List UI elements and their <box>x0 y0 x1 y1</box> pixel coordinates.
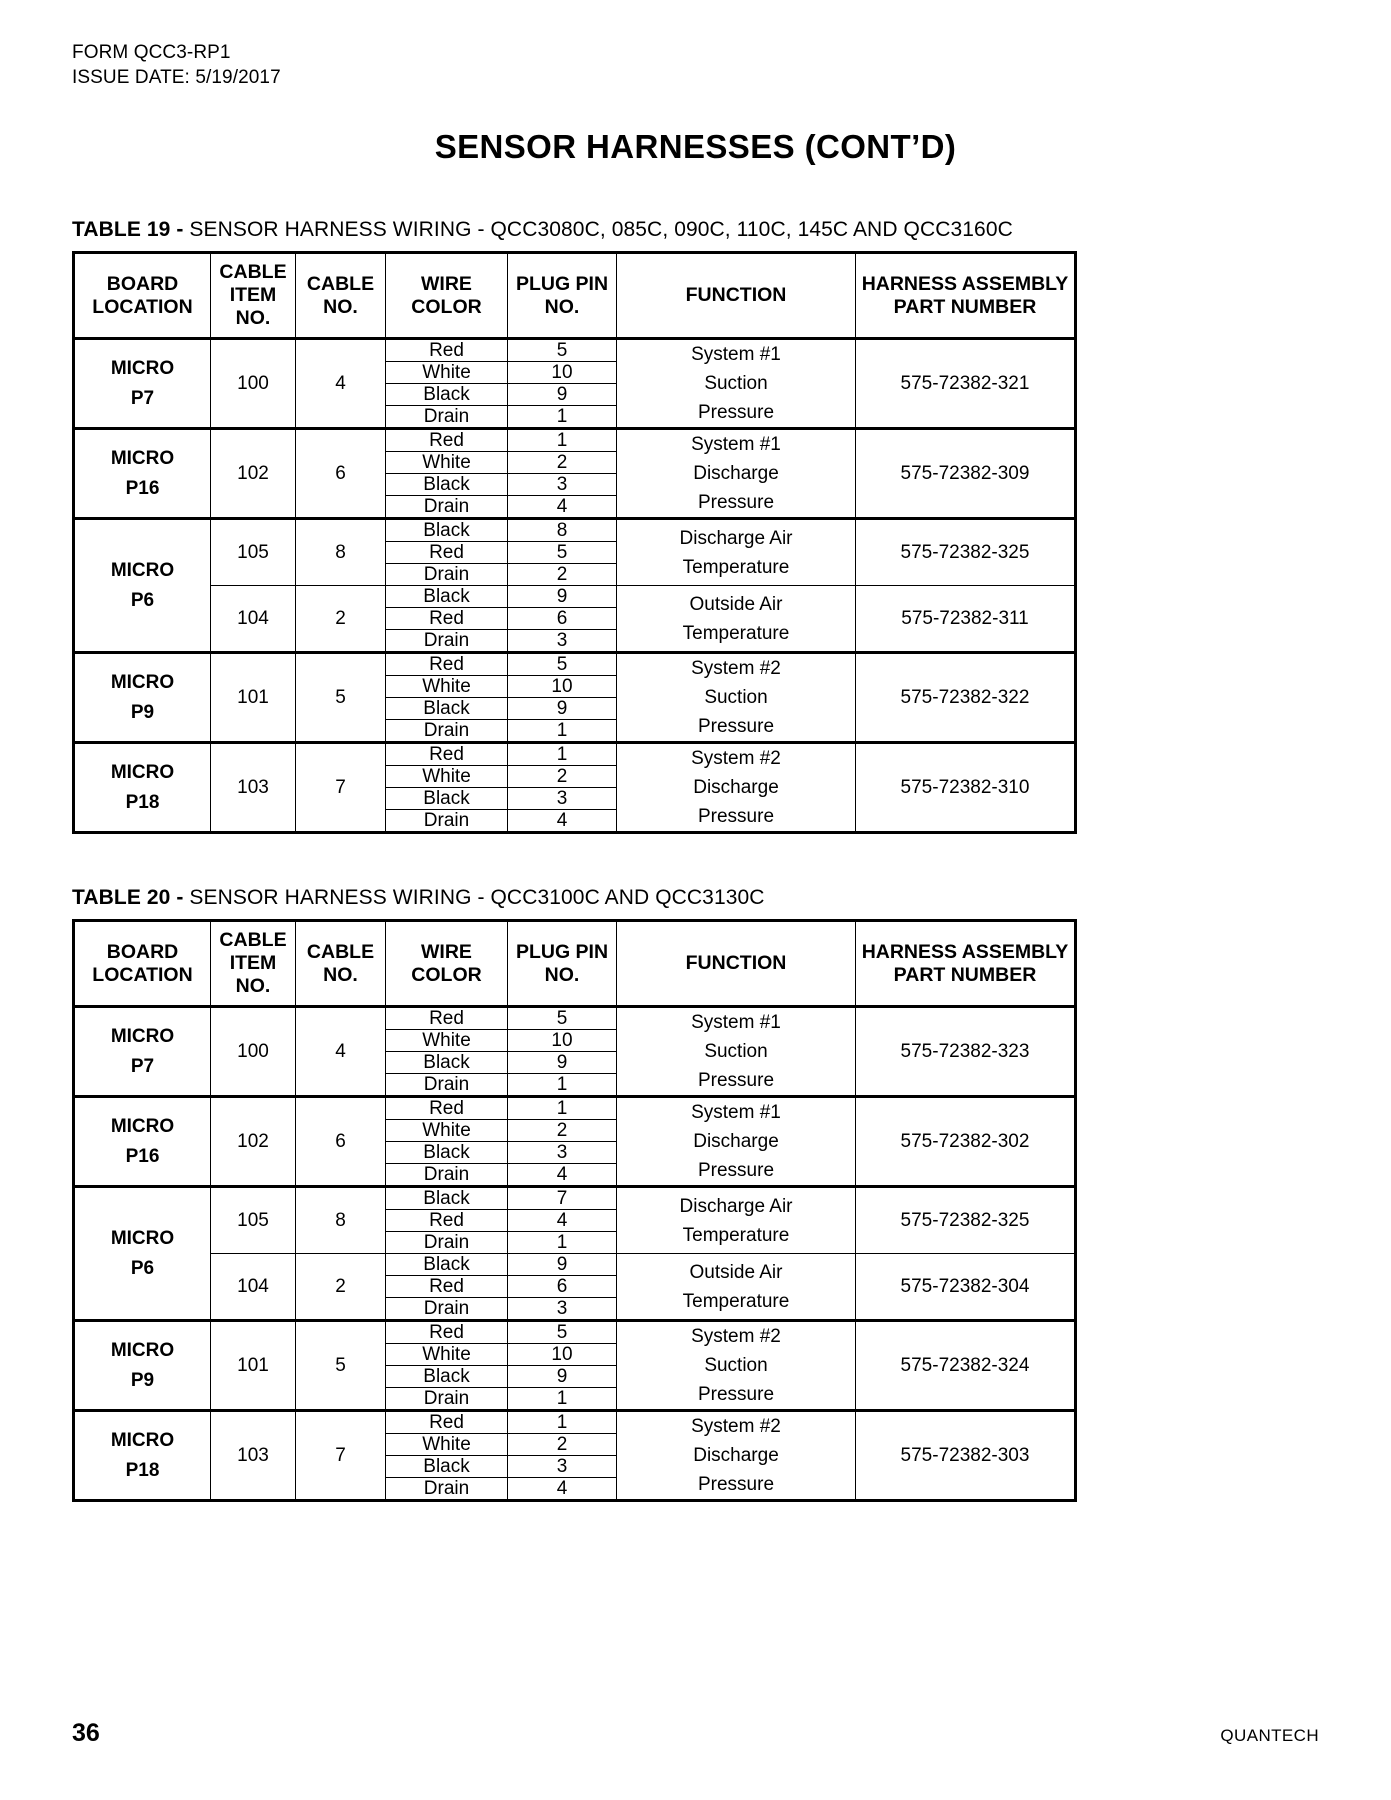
function-line: System #2 <box>691 658 781 679</box>
company-name: QUANTECH <box>1220 1726 1319 1745</box>
cell-board-location <box>74 1321 211 1411</box>
cell-plug-pin-no: 1 <box>508 743 617 766</box>
cell-plug-pin-no: 7 <box>508 1187 617 1210</box>
column-header-line: LOCATION <box>92 963 193 986</box>
function-line: Discharge <box>693 777 779 798</box>
function-line: Discharge Air <box>679 527 793 549</box>
cell-wire-color: Drain <box>386 1388 508 1411</box>
cell-harness-part-number: 575-72382-304 <box>856 1254 1076 1321</box>
column-header-line: PART NUMBER <box>893 295 1037 318</box>
function-line: System #2 <box>691 1326 781 1347</box>
function-line: System #2 <box>691 748 781 769</box>
cell-cable-item-no: 103 <box>211 1411 296 1501</box>
board-location-line: P18 <box>125 791 160 813</box>
cell-wire-color: Black <box>386 1187 508 1210</box>
cell-board-location <box>74 1007 211 1097</box>
cell-plug-pin-no: 10 <box>508 1344 617 1366</box>
issue-date: ISSUE DATE: 5/19/2017 <box>72 67 281 88</box>
cell-plug-pin-no: 9 <box>508 384 617 406</box>
column-header-line: HARNESS ASSEMBLY <box>861 272 1069 295</box>
cell-wire-color: Red <box>386 1210 508 1232</box>
table-label: TABLE 19 - <box>72 218 184 241</box>
board-location-line: MICRO <box>110 671 175 693</box>
function-line: Outside Air <box>689 1261 783 1283</box>
function-line: Suction <box>704 687 768 708</box>
cell-wire-color: Red <box>386 1097 508 1120</box>
cell-function <box>617 743 856 833</box>
wiring-table <box>72 251 1077 834</box>
column-header-line: WIRE <box>421 940 472 963</box>
table-row <box>74 1254 1076 1276</box>
cell-plug-pin-no: 3 <box>508 788 617 810</box>
cell-harness-part-number: 575-72382-311 <box>856 586 1076 653</box>
cell-plug-pin-no: 5 <box>508 339 617 362</box>
cell-wire-color: Black <box>386 1366 508 1388</box>
board-location-line: MICRO <box>110 1429 175 1451</box>
cell-wire-color: Black <box>386 698 508 720</box>
board-location-line: P16 <box>125 477 160 499</box>
cell-cable-no: 2 <box>296 1254 386 1321</box>
cell-wire-color: Drain <box>386 1478 508 1501</box>
cell-plug-pin-no: 3 <box>508 630 617 653</box>
cell-cable-item-no: 100 <box>211 339 296 429</box>
column-header-wire-color <box>386 921 508 1007</box>
cell-plug-pin-no: 9 <box>508 698 617 720</box>
column-header-line: NO. <box>235 975 271 997</box>
column-header-line: CABLE <box>219 929 287 951</box>
column-header-line: NO. <box>544 295 580 318</box>
cell-harness-part-number: 575-72382-325 <box>856 519 1076 586</box>
column-header-line: LOCATION <box>92 295 193 318</box>
function-line: Suction <box>704 1041 768 1062</box>
cell-wire-color: Drain <box>386 496 508 519</box>
cell-harness-part-number: 575-72382-309 <box>856 429 1076 519</box>
cell-function <box>617 519 856 586</box>
column-header-line: COLOR <box>411 963 482 986</box>
function-line: Discharge <box>693 463 779 484</box>
column-header-plug-pin-no <box>508 253 617 339</box>
cell-harness-part-number: 575-72382-302 <box>856 1097 1076 1187</box>
function-line: Discharge <box>693 1445 779 1466</box>
function-line: Pressure <box>697 806 775 827</box>
board-location-line: P16 <box>125 1145 160 1167</box>
cell-wire-color: White <box>386 1344 508 1366</box>
cell-plug-pin-no: 1 <box>508 720 617 743</box>
column-header-line: BOARD <box>106 940 179 963</box>
cell-plug-pin-no: 5 <box>508 1321 617 1344</box>
table-caption <box>72 218 1319 242</box>
column-header-function <box>617 253 856 339</box>
function-line: System #1 <box>691 1102 781 1123</box>
column-header-line: PLUG PIN <box>515 940 609 963</box>
board-location-line: P9 <box>130 701 155 723</box>
cell-board-location <box>74 1097 211 1187</box>
column-header-cable-item-no <box>211 921 296 1007</box>
column-header-cable-no <box>296 253 386 339</box>
page-footer <box>72 1719 1319 1748</box>
cell-plug-pin-no: 2 <box>508 766 617 788</box>
cell-plug-pin-no: 9 <box>508 1052 617 1074</box>
cell-cable-item-no: 102 <box>211 1097 296 1187</box>
cell-plug-pin-no: 9 <box>508 1366 617 1388</box>
column-header-line: CABLE <box>219 261 287 283</box>
board-location-line: MICRO <box>110 1115 175 1137</box>
cell-plug-pin-no: 1 <box>508 429 617 452</box>
column-header-line: CABLE <box>306 272 375 295</box>
function-line: Suction <box>704 1355 768 1376</box>
board-location-line: P6 <box>130 589 155 611</box>
function-line: System #1 <box>691 344 781 365</box>
cell-wire-color: Red <box>386 1321 508 1344</box>
cell-harness-part-number: 575-72382-321 <box>856 339 1076 429</box>
function-line: Pressure <box>697 492 775 513</box>
cell-plug-pin-no: 8 <box>508 519 617 542</box>
cell-function <box>617 586 856 653</box>
board-location-line: P7 <box>130 1055 155 1077</box>
board-location-line: P18 <box>125 1459 160 1481</box>
cell-plug-pin-no: 2 <box>508 1120 617 1142</box>
board-location-line: MICRO <box>110 761 175 783</box>
column-header-board-location <box>74 253 211 339</box>
cell-plug-pin-no: 3 <box>508 1298 617 1321</box>
cell-harness-part-number: 575-72382-310 <box>856 743 1076 833</box>
cell-harness-part-number: 575-72382-323 <box>856 1007 1076 1097</box>
column-header-line: ITEM <box>229 284 277 306</box>
function-line: Pressure <box>697 1474 775 1495</box>
cell-cable-no: 7 <box>296 743 386 833</box>
cell-board-location <box>74 519 211 653</box>
cell-plug-pin-no: 9 <box>508 1254 617 1276</box>
cell-wire-color: White <box>386 676 508 698</box>
cell-cable-no: 4 <box>296 1007 386 1097</box>
page-title: SENSOR HARNESSES (CONT’D) <box>434 128 957 165</box>
column-header-line: NO. <box>544 963 580 986</box>
cell-plug-pin-no: 4 <box>508 1210 617 1232</box>
table-caption-text: SENSOR HARNESS WIRING - QCC3100C AND QCC3130C <box>183 886 765 909</box>
function-line: Temperature <box>682 622 790 644</box>
column-header-line: NO. <box>323 295 358 318</box>
board-location-line: MICRO <box>110 1339 175 1361</box>
cell-cable-no: 7 <box>296 1411 386 1501</box>
board-location-line: MICRO <box>110 1227 175 1249</box>
column-header-cable-no <box>296 921 386 1007</box>
cell-cable-item-no: 101 <box>211 1321 296 1411</box>
cell-cable-no: 2 <box>296 586 386 653</box>
cell-wire-color: Red <box>386 1007 508 1030</box>
cell-plug-pin-no: 1 <box>508 1074 617 1097</box>
cell-wire-color: Black <box>386 586 508 608</box>
cell-wire-color: Red <box>386 429 508 452</box>
cell-plug-pin-no: 2 <box>508 1434 617 1456</box>
cell-function <box>617 429 856 519</box>
cell-plug-pin-no: 1 <box>508 406 617 429</box>
cell-harness-part-number: 575-72382-325 <box>856 1187 1076 1254</box>
cell-wire-color: Red <box>386 1276 508 1298</box>
function-line: Discharge Air <box>679 1195 793 1217</box>
table-row <box>74 1321 1076 1344</box>
cell-wire-color: Black <box>386 1142 508 1164</box>
wiring-table <box>72 919 1077 1502</box>
table-row <box>74 1411 1076 1434</box>
cell-cable-no: 5 <box>296 653 386 743</box>
cell-wire-color: Red <box>386 542 508 564</box>
column-header-line: FUNCTION <box>685 952 787 974</box>
board-location-line: P9 <box>130 1369 155 1391</box>
cell-harness-part-number: 575-72382-322 <box>856 653 1076 743</box>
cell-wire-color: Drain <box>386 406 508 429</box>
cell-cable-item-no: 105 <box>211 1187 296 1254</box>
cell-wire-color: Red <box>386 608 508 630</box>
cell-plug-pin-no: 5 <box>508 1007 617 1030</box>
cell-plug-pin-no: 4 <box>508 810 617 833</box>
cell-wire-color: Drain <box>386 720 508 743</box>
cell-wire-color: Black <box>386 788 508 810</box>
cell-wire-color: Black <box>386 1456 508 1478</box>
cell-plug-pin-no: 10 <box>508 676 617 698</box>
column-header-line: NO. <box>323 963 358 986</box>
form-header <box>72 40 1319 90</box>
column-header-line: ITEM <box>229 952 277 974</box>
column-header-line: PART NUMBER <box>893 963 1037 986</box>
column-header-line: NO. <box>235 307 271 329</box>
table-row <box>74 1007 1076 1030</box>
cell-board-location <box>74 1411 211 1501</box>
function-line: Pressure <box>697 1070 775 1091</box>
column-header-plug-pin-no <box>508 921 617 1007</box>
table-row <box>74 1187 1076 1210</box>
table-row <box>74 429 1076 452</box>
cell-harness-part-number: 575-72382-303 <box>856 1411 1076 1501</box>
cell-harness-part-number: 575-72382-324 <box>856 1321 1076 1411</box>
cell-plug-pin-no: 1 <box>508 1411 617 1434</box>
cell-board-location <box>74 743 211 833</box>
cell-cable-no: 8 <box>296 1187 386 1254</box>
board-location-line: MICRO <box>110 447 175 469</box>
cell-cable-item-no: 104 <box>211 586 296 653</box>
cell-plug-pin-no: 10 <box>508 1030 617 1052</box>
cell-cable-item-no: 105 <box>211 519 296 586</box>
cell-cable-no: 5 <box>296 1321 386 1411</box>
function-line: Temperature <box>682 1290 790 1312</box>
cell-plug-pin-no: 2 <box>508 564 617 586</box>
column-header-harness-part-number <box>856 921 1076 1007</box>
cell-wire-color: Drain <box>386 1298 508 1321</box>
cell-wire-color: Black <box>386 1254 508 1276</box>
cell-wire-color: Red <box>386 1411 508 1434</box>
table-caption-text: SENSOR HARNESS WIRING - QCC3080C, 085C, 090C, 110C, 145C AND QCC3160C <box>183 218 1013 241</box>
cell-wire-color: Black <box>386 384 508 406</box>
cell-plug-pin-no: 5 <box>508 653 617 676</box>
cell-plug-pin-no: 4 <box>508 496 617 519</box>
function-line: Suction <box>704 373 768 394</box>
column-header-line: COLOR <box>411 295 482 318</box>
function-line: Pressure <box>697 716 775 737</box>
cell-cable-item-no: 102 <box>211 429 296 519</box>
cell-plug-pin-no: 6 <box>508 608 617 630</box>
cell-wire-color: Red <box>386 743 508 766</box>
cell-plug-pin-no: 10 <box>508 362 617 384</box>
cell-wire-color: Red <box>386 653 508 676</box>
table-row <box>74 339 1076 362</box>
cell-wire-color: Black <box>386 519 508 542</box>
table-row <box>74 743 1076 766</box>
cell-function <box>617 1254 856 1321</box>
cell-function <box>617 1007 856 1097</box>
table-caption <box>72 886 1319 910</box>
column-header-line: WIRE <box>421 272 472 295</box>
cell-board-location <box>74 429 211 519</box>
form-number: FORM QCC3-RP1 <box>72 42 231 63</box>
cell-plug-pin-no: 3 <box>508 1142 617 1164</box>
column-header-board-location <box>74 921 211 1007</box>
cell-function <box>617 1411 856 1501</box>
table-row <box>74 653 1076 676</box>
cell-board-location <box>74 653 211 743</box>
cell-plug-pin-no: 9 <box>508 586 617 608</box>
cell-plug-pin-no: 5 <box>508 542 617 564</box>
cell-wire-color: White <box>386 362 508 384</box>
cell-plug-pin-no: 4 <box>508 1164 617 1187</box>
board-location-line: P7 <box>130 387 155 409</box>
cell-wire-color: Drain <box>386 1232 508 1254</box>
cell-wire-color: Drain <box>386 810 508 833</box>
cell-cable-item-no: 103 <box>211 743 296 833</box>
table-row <box>74 519 1076 542</box>
cell-plug-pin-no: 2 <box>508 452 617 474</box>
function-line: System #1 <box>691 1012 781 1033</box>
function-line: Temperature <box>682 1224 790 1246</box>
table-row <box>74 1097 1076 1120</box>
cell-plug-pin-no: 4 <box>508 1478 617 1501</box>
column-header-harness-part-number <box>856 253 1076 339</box>
cell-plug-pin-no: 1 <box>508 1388 617 1411</box>
cell-board-location <box>74 339 211 429</box>
cell-cable-item-no: 100 <box>211 1007 296 1097</box>
cell-plug-pin-no: 3 <box>508 474 617 496</box>
table-row <box>74 586 1076 608</box>
cell-wire-color: Red <box>386 339 508 362</box>
column-header-line: CABLE <box>306 940 375 963</box>
tables-container <box>72 218 1319 1502</box>
function-line: Pressure <box>697 1384 775 1405</box>
function-line: System #1 <box>691 434 781 455</box>
cell-wire-color: White <box>386 1434 508 1456</box>
board-location-line: MICRO <box>110 559 175 581</box>
column-header-wire-color <box>386 253 508 339</box>
cell-wire-color: Drain <box>386 564 508 586</box>
cell-function <box>617 1187 856 1254</box>
cell-function <box>617 1321 856 1411</box>
function-line: Pressure <box>697 1160 775 1181</box>
cell-wire-color: Drain <box>386 1164 508 1187</box>
cell-cable-no: 6 <box>296 1097 386 1187</box>
column-header-line: HARNESS ASSEMBLY <box>861 940 1069 963</box>
function-line: Pressure <box>697 402 775 423</box>
cell-board-location <box>74 1187 211 1321</box>
function-line: Temperature <box>682 556 790 578</box>
cell-wire-color: White <box>386 766 508 788</box>
cell-cable-item-no: 101 <box>211 653 296 743</box>
cell-function <box>617 1097 856 1187</box>
column-header-line: PLUG PIN <box>515 272 609 295</box>
function-line: System #2 <box>691 1416 781 1437</box>
cell-wire-color: Drain <box>386 1074 508 1097</box>
cell-wire-color: White <box>386 1030 508 1052</box>
table-label: TABLE 20 - <box>72 886 184 909</box>
page-number: 36 <box>72 1719 100 1747</box>
cell-function <box>617 339 856 429</box>
function-line: Discharge <box>693 1131 779 1152</box>
cell-wire-color: Black <box>386 474 508 496</box>
cell-wire-color: Drain <box>386 630 508 653</box>
column-header-line: BOARD <box>106 272 179 295</box>
cell-cable-no: 4 <box>296 339 386 429</box>
cell-cable-no: 8 <box>296 519 386 586</box>
function-line: Outside Air <box>689 593 783 615</box>
column-header-function <box>617 921 856 1007</box>
cell-wire-color: White <box>386 1120 508 1142</box>
column-header-line: FUNCTION <box>685 284 787 306</box>
board-location-line: MICRO <box>110 1025 175 1047</box>
cell-plug-pin-no: 1 <box>508 1232 617 1254</box>
cell-wire-color: White <box>386 452 508 474</box>
cell-wire-color: Black <box>386 1052 508 1074</box>
cell-cable-no: 6 <box>296 429 386 519</box>
cell-plug-pin-no: 1 <box>508 1097 617 1120</box>
cell-cable-item-no: 104 <box>211 1254 296 1321</box>
cell-function <box>617 653 856 743</box>
column-header-cable-item-no <box>211 253 296 339</box>
cell-plug-pin-no: 6 <box>508 1276 617 1298</box>
cell-plug-pin-no: 3 <box>508 1456 617 1478</box>
board-location-line: P6 <box>130 1257 155 1279</box>
board-location-line: MICRO <box>110 357 175 379</box>
